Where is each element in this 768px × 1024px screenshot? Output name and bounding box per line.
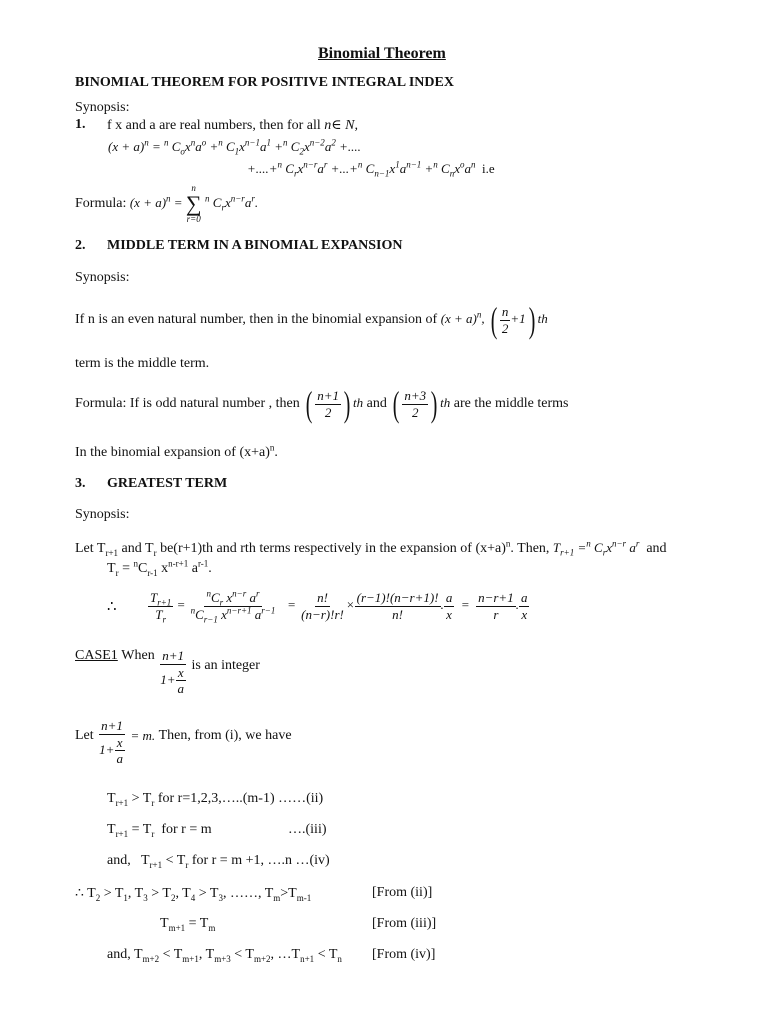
section1-intro-text: f x and a are real numbers, then for all xyxy=(107,118,321,133)
section1-intro xyxy=(107,117,358,134)
even-term-line: If n is an even natural number, then in the binomial expansion of $(x + a)^n$, ( $\frac{n}{2}$ +1) th xyxy=(75,300,548,340)
chain-iii: $T_{m+1} = T_m$ xyxy=(160,916,216,933)
from-iii: [From (iii)] xyxy=(372,916,437,931)
section1-heading: BINOMIAL THEOREM FOR POSITIVE INTEGRAL INDEX xyxy=(75,75,454,90)
let-text-a: Let T xyxy=(75,541,106,556)
expansion-line-2: +....+$^n$ $C_rx^{n-r}a^r +...+^n$ $C_{n-1}x^1a^{n-1} +^n$ $C_nx^oa^n$ i.e xyxy=(247,159,495,179)
section1-item-number: 1. xyxy=(75,117,86,132)
case1-when: When xyxy=(121,648,155,663)
section2-heading: MIDDLE TERM IN A BINOMIAL EXPANSION xyxy=(107,238,403,253)
inequality-ii-text: for r=1,2,3,…..(m-1) ……(ii) xyxy=(157,791,324,806)
odd-and: and xyxy=(366,396,387,412)
ratio-formula: $\frac{T_{r+1}}{T_r}$ = $\frac{^nC_r x^{n-r} a^r}{^nC_{r-1} x^{n-r+1} a^{r-1}}$ = $\frac{n!}{(n-r)!r!}$ × $\frac{(r-1)!(n-r+1)!}{n!}$ . $\frac{a}{x}$ = $\frac{n-r+1}{r}$ . $\frac{a}{x}$ xyxy=(150,588,528,625)
inequality-iii-tag: ….(iii) xyxy=(288,822,327,837)
odd-term-line: Formula: If is odd natural number , then ( $\frac{n+1}{2}$ ) th and ( $\frac{n+3}{2}$ ) th are the middle terms xyxy=(75,384,569,424)
let-word: Let xyxy=(75,728,94,743)
case1-line: CASE1 When n+1 1+ $\frac{x}{a}$ is an integer xyxy=(75,648,260,697)
section2-synopsis-label: Synopsis: xyxy=(75,270,130,285)
tr-definition: $T_r = ^nC_{r-1}$ $x^{n-r+1}$ $a^{r-1}$. xyxy=(107,558,212,578)
from-iv: [From (iv)] xyxy=(372,947,436,962)
odd-tail: are the middle terms xyxy=(453,396,569,412)
expansion-line: In the binomial expansion of (x+a) xyxy=(75,445,270,460)
odd-label: Formula: If is odd natural number , then xyxy=(75,396,300,412)
let-text-c: be(r+1)th and rth terms respectively in the expansion of (x+a) xyxy=(160,541,506,556)
formula-label: Formula: xyxy=(75,196,127,212)
let-and: and xyxy=(646,541,667,556)
section3-number: 3. xyxy=(75,476,86,491)
inequality-iv-prefix: and, xyxy=(107,853,131,868)
chain-iv: and, $T_{m+2} < T_{m+1}$, $T_{m+3} < T_{m+2}$, $\dots T_{n+1} < T_n$ xyxy=(107,947,342,964)
inequality-iv-text: for r = m +1, ….n …(iv) xyxy=(191,853,330,868)
inequality-iv: and, $T_{r+1} < T_r$ for r = m +1, ….n …(iv) xyxy=(107,853,330,870)
section3-heading: GREATEST TERM xyxy=(107,476,228,491)
summation-symbol: n ∑ r=0 xyxy=(185,183,202,224)
section1-synopsis-label: Synopsis: xyxy=(75,100,130,115)
even-text: If n is an even natural number, then in the binomial expansion of xyxy=(75,312,438,328)
even-text-2: term is the middle term. xyxy=(75,356,210,371)
inequality-iii-text: for r = m xyxy=(161,822,212,837)
section1-intro-set: n∈ N, xyxy=(324,118,358,133)
therefore-symbol: ∴ xyxy=(107,599,117,615)
formula-line: Formula: $(x + a)^n$ = n ∑ r=0 $^n$ $C_rx^{n-r}a^r$. xyxy=(75,183,259,224)
expansion-line-1: $(x + a)^n = ^n$ $C_ox^na^o +^n$ $C_1x^{n-1}a^1 +^n$ $C_2x^{n-2}a^2$ +.... xyxy=(108,137,361,157)
case1-label: CASE1 xyxy=(75,648,118,663)
section3-synopsis-label: Synopsis: xyxy=(75,507,130,522)
ie-text: i.e xyxy=(482,161,495,176)
let-text-d: . Then, xyxy=(510,541,550,556)
let-m-tail: Then, from (i), we have xyxy=(158,728,292,743)
page-title: Binomial Theorem xyxy=(318,45,446,62)
inequality-ii: $T_{r+1} > T_r$ for r=1,2,3,…..(m-1) ……(ii) xyxy=(107,791,324,808)
section2-number: 2. xyxy=(75,238,86,253)
let-text-b: and T xyxy=(121,541,154,556)
chain-ii: ∴ $T_2 > T_1$, $T_3 > T_2$, $T_4 > T_3$, ……, $T_m>T_{m-1}$ xyxy=(75,886,312,903)
let-m-line: Let n+1 1+ $\frac{x}{a}$ = m. Then, from (i), we have xyxy=(75,718,292,767)
inequality-iii: $T_{r+1} = T_r$ for r = m xyxy=(107,822,212,839)
from-ii: [From (ii)] xyxy=(372,885,433,900)
case1-tail: is an integer xyxy=(191,658,260,673)
let-line: Let $T_{r+1}$ and $T_r$ be(r+1)th and rth terms respectively in the expansion of $(x+a)^n$. Then, $T_{r+1} =^n$ $C_rx^{n-r}$ $a^r$ and xyxy=(75,538,667,558)
expansion-note: In the binomial expansion of $(x+a)^n$. xyxy=(75,442,278,460)
